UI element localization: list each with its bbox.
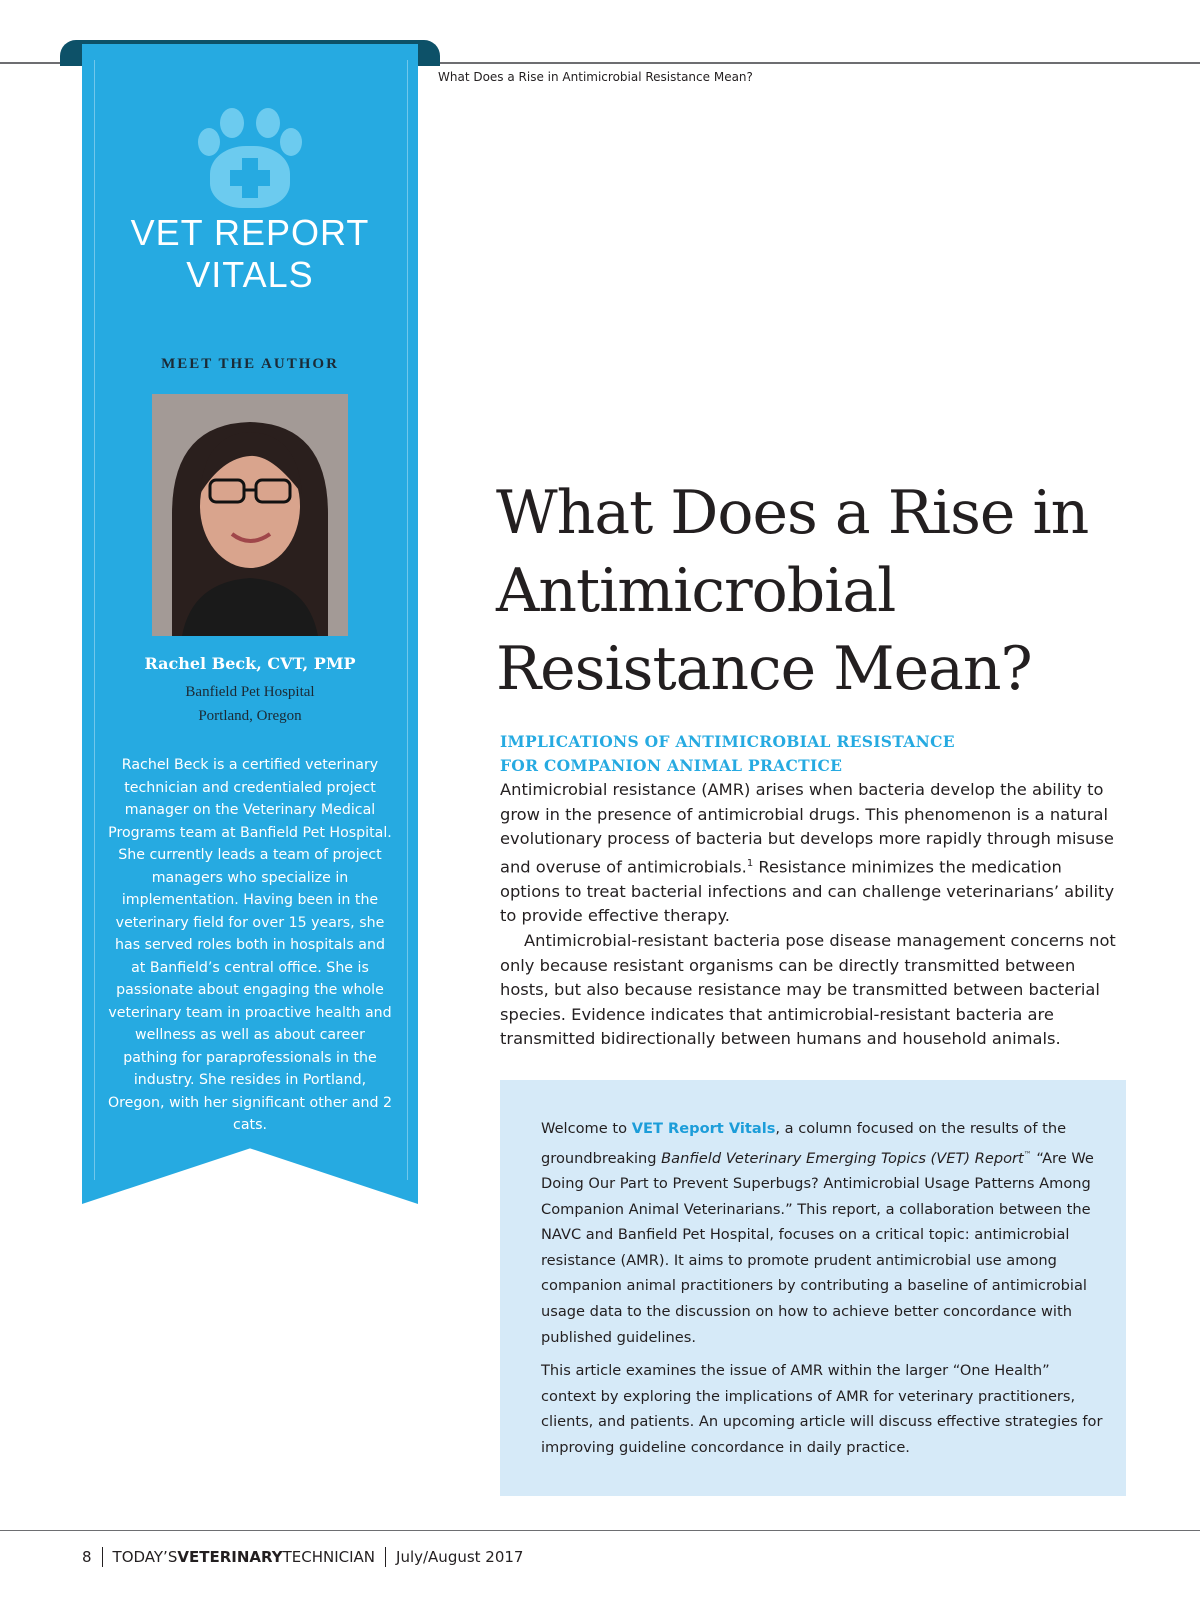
meet-the-author-label: MEET THE AUTHOR — [161, 356, 339, 372]
section-heading-line2: FOR COMPANION ANIMAL PRACTICE — [500, 756, 843, 775]
trademark-mark: ™ — [1023, 1149, 1032, 1159]
issue-date: July/August 2017 — [396, 1548, 524, 1566]
footer-separator — [385, 1547, 386, 1567]
author-location: Portland, Oregon — [198, 708, 302, 724]
callout-report-title: Banfield Veterinary Emerging Topics (VET) Report — [661, 1149, 1024, 1167]
magazine-name-prefix: TODAY’S — [112, 1548, 178, 1566]
magazine-name-bold: VETERINARY — [177, 1548, 283, 1566]
section-heading-line1: IMPLICATIONS OF ANTIMICROBIAL RESISTANCE — [500, 732, 955, 751]
article-body — [500, 778, 1116, 1052]
magazine-name — [113, 1548, 375, 1566]
reference-marker: 1 — [746, 857, 754, 869]
author-bio: Rachel Beck is a certified veterinary technician and credentialed project manager on the Veterinary Medical Programs team at Banfield Pet Hospital. She currently leads a team of project managers who specialize in implementation. Having been in the veterinary field for over 15 years, she has served roles both in hospitals and at Banfield’s central office. She is passionate about engaging the whole veterinary team in proactive health and wellness as well as about career pathing for paraprofessionals in the industry. She resides in Portland, Oregon, with her significant other and 2 cats. — [107, 757, 393, 1133]
article-title: What Does a Rise in Antimicrobial Resistance Mean? — [496, 478, 1089, 705]
body-paragraph-1 — [500, 778, 1116, 929]
bottom-rule — [0, 1530, 1200, 1531]
author-organization: Banfield Pet Hospital — [185, 684, 315, 700]
body-paragraph-2: Antimicrobial-resistant bacteria pose disease management concerns not only because resistant organisms can be directly transmitted between hosts, but also because resistance may be transmitted between bacterial species. Evidence indicates that antimicrobial-resistant bacteria are transmitted bidirectionally between humans and household animals. — [500, 930, 1116, 1049]
magazine-name-suffix: TECHNICIAN — [282, 1548, 376, 1566]
section-heading — [500, 730, 1060, 778]
page-number: 8 — [82, 1548, 92, 1566]
author-name: Rachel Beck, CVT, PMP — [144, 654, 356, 673]
body-paragraph-1-text-b: Resistance minimizes the medication options to treat bacterial infections and can challenge veterinarians’ ability to provide effective therapy. — [500, 857, 1115, 926]
callout-paragraph-1 — [541, 1116, 1103, 1350]
callout-p1-start: Welcome to — [541, 1120, 632, 1137]
callout-p1-end: “Are We Doing Our Part to Prevent Superbugs? Antimicrobial Usage Patterns Among Companion Animal Veterinarians.” This report, a collaboration between the NAVC and Banfield Pet Hospital, focuses on a critical topic: antimicrobial resistance (AMR). It aims to promote prudent antimicrobial use among companion animal practitioners by contributing a baseline of antimicrobial usage data to the discussion on how to achieve better concordance with published guidelines. — [541, 1149, 1094, 1346]
callout-p1-mid: , a column focused on the results of the groundbreaking — [541, 1120, 1067, 1167]
running-head: What Does a Rise in Antimicrobial Resistance Mean? — [438, 70, 753, 84]
author-photo — [152, 394, 348, 636]
callout-paragraph-2: This article examines the issue of AMR within the larger “One Health” context by exploring the implications of AMR for veterinary practitioners, clients, and patients. An upcoming article will discuss effective strategies for improving guideline concordance in daily practice. — [541, 1362, 1103, 1456]
page-footer — [82, 1547, 523, 1567]
callout-text — [541, 1116, 1103, 1469]
paw-cross-icon — [198, 108, 302, 208]
callout-highlight: VET Report Vitals — [631, 1120, 776, 1137]
body-paragraph-1-text-a: Antimicrobial resistance (AMR) arises when bacteria develop the ability to grow in the presence of antimicrobial drugs. This phenomenon is a natural evolutionary process of bacteria but develops more rapidly through misuse and overuse of antimicrobials. — [500, 780, 1114, 877]
column-title — [92, 212, 408, 296]
column-title-line1: VET REPORT — [130, 212, 370, 253]
footer-separator — [102, 1547, 103, 1567]
column-title-line2: VITALS — [186, 254, 314, 295]
